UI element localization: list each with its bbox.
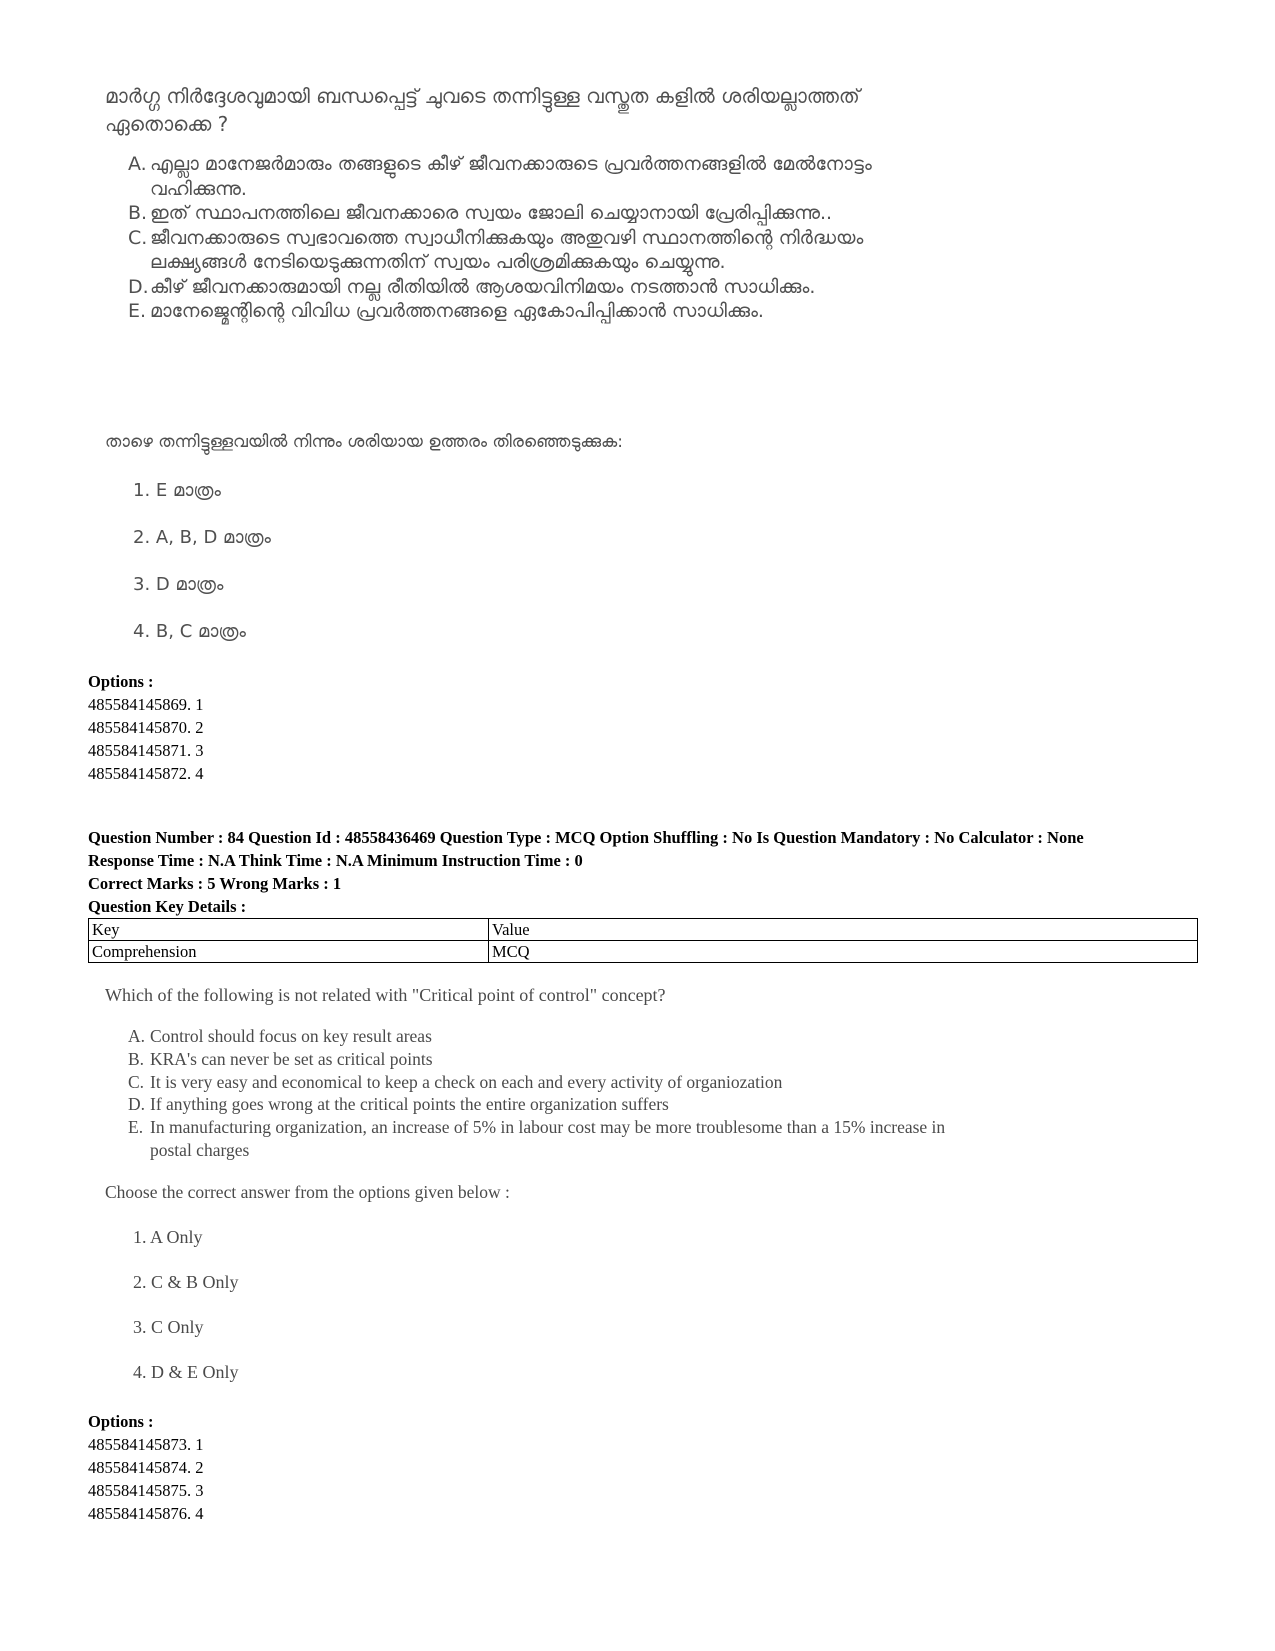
statement-text: KRA's can never be set as critical points (150, 1048, 433, 1069)
statement-text: മാനേജ്മെന്റിന്റെ വിവിധ പ്രവർത്തനങ്ങളെ ഏകോപിപ്പിക്കാൻ സാധിക്കും. (150, 300, 764, 322)
statement-a (128, 152, 928, 201)
choice-2: 2. C & B Only (133, 1272, 239, 1292)
statement-letter: C. (128, 1071, 145, 1092)
question-84-choices (133, 1227, 239, 1407)
statement-text: If anything goes wrong at the critical points the entire organization suffers (150, 1094, 669, 1115)
question-83-text: മാർഗ്ഗ നിർദ്ദേശവുമായി ബന്ധപ്പെട്ട് ചുവടെ തന്നിട്ടുള്ള വസ്തുത കളിൽ ശരിയല്ലാത്തത് ഏതൊക്കെ ? (105, 84, 860, 136)
choice-1: 1. A Only (133, 1227, 203, 1247)
statement-letter: B. (128, 1048, 145, 1069)
question-84-instruction: Choose the correct answer from the options given below : (105, 1182, 510, 1202)
statement-text: It is very easy and economical to keep a check on each and every activity of organiozation (150, 1071, 783, 1092)
statement-e (128, 299, 928, 324)
choice-3: 3. D മാത്രം (133, 574, 224, 595)
statement-b (128, 201, 928, 226)
choice-4: 4. B, C മാത്രം (133, 621, 246, 642)
table-header-row (89, 919, 1198, 941)
option-id: 485584145871. 3 (88, 741, 204, 760)
table-cell: Comprehension (89, 941, 489, 963)
option-id: 485584145874. 2 (88, 1458, 204, 1477)
question-84-options (88, 1410, 204, 1525)
statement-c (128, 226, 928, 275)
statement-letter: A. (128, 153, 147, 175)
table-row (89, 941, 1198, 963)
statement-text: Control should focus on key result areas (150, 1026, 432, 1046)
choice-2: 2. A, B, D മാത്രം (133, 527, 271, 548)
question-key-details-label: Question Key Details : (88, 897, 247, 916)
statement-letter: C. (128, 226, 148, 249)
statement-letter: E. (128, 1117, 144, 1138)
option-id: 485584145875. 3 (88, 1481, 204, 1500)
question-83-options (88, 670, 204, 785)
question-83-statements (128, 152, 928, 324)
table-header-cell: Key (89, 919, 489, 941)
option-id: 485584145870. 2 (88, 718, 204, 737)
question-84-meta (88, 826, 1198, 918)
statement-text: In manufacturing organization, an increase of 5% in labour cost may be more troublesome than a 15% increase in postal charges (150, 1117, 946, 1160)
options-label: Options : (88, 1412, 154, 1431)
statement-c (128, 1071, 988, 1094)
choice-1: 1. E മാത്രം (133, 480, 221, 501)
question-83-instruction: താഴെ തന്നിട്ടുള്ളവയിൽ നിന്നും ശരിയായ ഉത്തരം തിരഞ്ഞെടുക്കുക: (105, 432, 623, 452)
statement-e (128, 1116, 988, 1162)
statement-letter: D. (128, 1094, 146, 1115)
question-84-statements (128, 1025, 988, 1162)
question-marks: Correct Marks : 5 Wrong Marks : 1 (88, 874, 342, 893)
statement-text: കീഴ് ജീവനക്കാരുമായി നല്ല രീതിയിൽ ആശയവിനിമയം നടത്താൻ സാധിക്കും. (150, 275, 816, 298)
statement-text: ജീവനക്കാരുടെ സ്വഭാവത്തെ സ്വാധീനിക്കുകയും അതുവഴി സ്ഥാനത്തിന്റെ നിർദ്ധയം ലക്ഷ്യങ്ങൾ നേടിയെടുക്കുന്നതിന് സ്വയം പരിശ്രമിക്കുകയും ചെയ്യുന്നു. (150, 226, 864, 273)
option-id: 485584145872. 4 (88, 764, 204, 783)
table-header-cell: Value (489, 919, 1198, 941)
statement-text: എല്ലാ മാനേജർമാരും തങ്ങളുടെ കീഴ് ജീവനക്കാരുടെ പ്രവർത്തനങ്ങളിൽ മേൽനോട്ടം വഹിക്കുന്നു. (150, 153, 872, 200)
question-83-choices (133, 480, 271, 668)
choice-3: 3. C Only (133, 1317, 204, 1337)
statement-text: ഇത് സ്ഥാപനത്തിലെ ജീവനക്കാരെ സ്വയം ജോലി ചെയ്യാനായി പ്രേരിപ്പിക്കുന്നു.. (150, 202, 833, 224)
statement-letter: A. (128, 1026, 146, 1046)
table-cell: MCQ (489, 941, 1198, 963)
statement-a (128, 1025, 988, 1048)
statement-d (128, 275, 928, 300)
option-id: 485584145876. 4 (88, 1504, 204, 1523)
options-label: Options : (88, 672, 154, 691)
choice-4: 4. D & E Only (133, 1362, 239, 1382)
statement-b (128, 1048, 988, 1071)
question-meta-line: Response Time : N.A Think Time : N.A Minimum Instruction Time : 0 (88, 851, 583, 870)
statement-d (128, 1093, 988, 1116)
option-id: 485584145869. 1 (88, 695, 204, 714)
question-84-text: Which of the following is not related with "Critical point of control" concept? (105, 985, 666, 1005)
question-meta-line: Question Number : 84 Question Id : 48558436469 Question Type : MCQ Option Shuffling : No Is Question Mandatory : No Calculator : None (88, 828, 1084, 847)
question-key-details-table (88, 918, 1198, 963)
option-id: 485584145873. 1 (88, 1435, 204, 1454)
statement-letter: B. (128, 202, 148, 224)
statement-letter: E. (128, 300, 147, 322)
statement-letter: D. (128, 275, 149, 298)
